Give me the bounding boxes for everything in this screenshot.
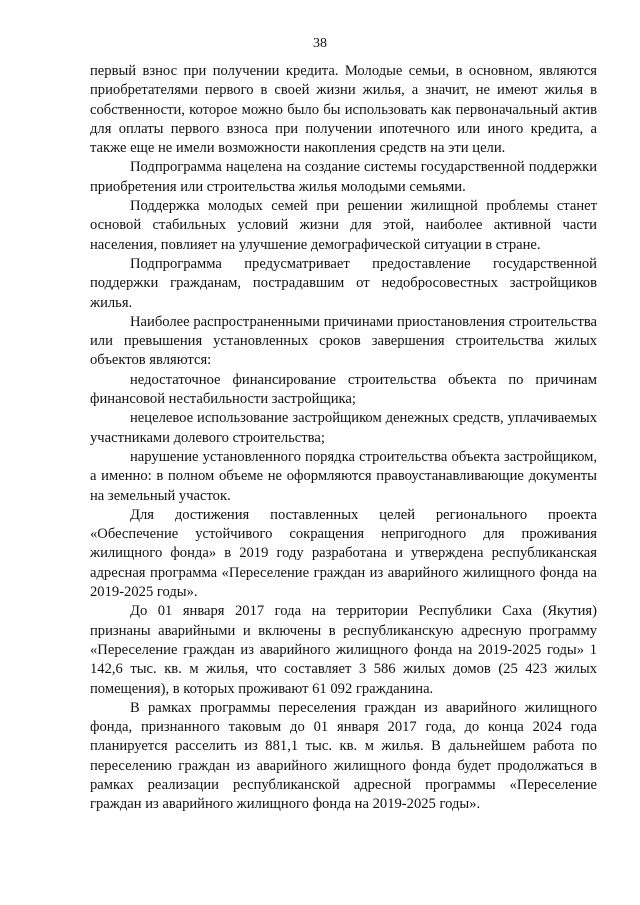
list-item-procedure-violation: нарушение установленного порядка строительства объекта застройщиком, а именно: в полном объеме не оформляются правоустанавливающие документы на земельный участок. xyxy=(90,448,597,504)
list-item-insufficient-financing: недостаточное финансирование строительства объекта по причинам финансовой нестабильности застройщика; xyxy=(90,371,597,408)
paragraph-support-young-families: Поддержка молодых семей при решении жилищной проблемы станет основой стабильных условий жизни для этой, наиболее активной части населения, повлияет на улучшение демографической ситуации в стране. xyxy=(90,198,597,253)
list-item-misuse-of-funds: нецелевое использование застройщиком денежных средств, уплачиваемых участниками долевого строительства; xyxy=(90,410,597,446)
paragraph-emergency-housing-stats: До 01 января 2017 года на территории Республики Саха (Якутия) признаны аварийными и включены в республиканскую адресную программу «Переселение граждан из аварийного жилищного фонда на 2019-2025 годы» 1 142,6 тыс. кв. м жилья, что составляет 3 586 жилых домов (25 423 жилых помещения), в которых проживают 61 092 гражданина. xyxy=(90,603,597,697)
paragraph-continuation: первый взнос при получении кредита. Молодые семьи, в основном, являются приобретателями первого в своей жизни жилья, а значит, не имеют жилья в собственности, которое можно было бы использовать как первоначальный актив для оплаты первого взноса при получении ипотечного или иного кредита, а также еще не имели возможности накопления средств на эти цели. xyxy=(90,63,597,157)
paragraph-regional-project: Для достижения поставленных целей регионального проекта «Обеспечение устойчивого сокращения непригодного для проживания жилищного фонда» в 2019 году разработана и утверждена республиканская адресная программа «Переселение граждан из аварийного жилищного фонда на 2019-2025 годы». xyxy=(90,506,597,601)
paragraph-subprogram-aim: Подпрограмма нацелена на создание системы государственной поддержки приобретения или строительства жилья молодыми семьями. xyxy=(90,159,597,195)
paragraph-resettlement-plan: В рамках программы переселения граждан из аварийного жилищного фонда, признанного таковым до 01 января 2017 года, до конца 2024 года планируется расселить из 881,1 тыс. кв. м жилья. В дальнейшем работа по переселению граждан из аварийного жилищного фонда будет продолжаться в рамках реализации республиканской адресной программы «Переселение граждан из аварийного жилищного фонда на 2019-2025 годы». xyxy=(90,699,597,813)
paragraph-common-reasons: Наиболее распространенными причинами приостановления строительства или превышения установленных сроков завершения строительства жилых объектов являются: xyxy=(90,313,597,369)
paragraph-subprogram-provides: Подпрограмма предусматривает предоставление государственной поддержки гражданам, пострадавшим от недобросовестных застройщиков жилья. xyxy=(90,255,597,311)
document-body xyxy=(90,62,597,815)
page-number: 38 xyxy=(313,36,327,51)
